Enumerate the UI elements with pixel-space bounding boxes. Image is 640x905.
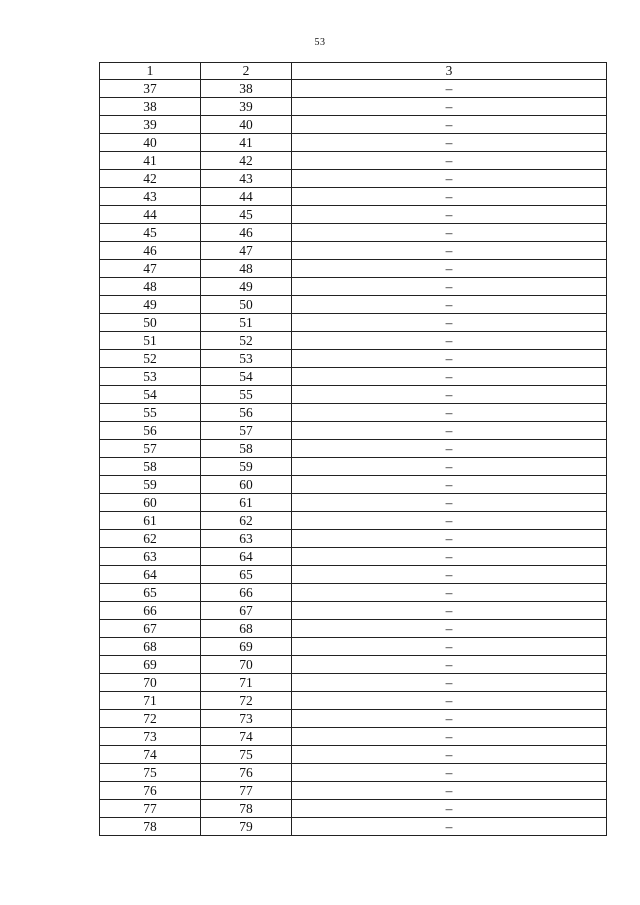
table-cell-col-2: 43 [201,170,292,188]
table-cell-col-2: 66 [201,584,292,602]
table-cell-col-1: 37 [100,80,201,98]
table-cell-col-2: 73 [201,710,292,728]
table-cell-col-3: – [292,368,607,386]
table-cell-col-1: 66 [100,602,201,620]
table-cell-col-2: 77 [201,782,292,800]
table-cell-col-3: – [292,656,607,674]
table-cell-col-3: – [292,764,607,782]
table-cell-col-2: 62 [201,512,292,530]
table-cell-col-1: 61 [100,512,201,530]
table-cell-col-1: 59 [100,476,201,494]
table-cell-col-1: 74 [100,746,201,764]
table-cell-col-3: – [292,152,607,170]
table-row [100,656,607,674]
table-row [100,476,607,494]
table-row [100,98,607,116]
table-cell-col-1: 47 [100,260,201,278]
table-row [100,530,607,548]
table-row [100,440,607,458]
table-cell-col-2: 75 [201,746,292,764]
table-cell-col-3: – [292,386,607,404]
table-cell-col-1: 38 [100,98,201,116]
table-cell-col-3: – [292,458,607,476]
table-row [100,512,607,530]
table-cell-col-1: 60 [100,494,201,512]
table-row [100,746,607,764]
table-cell-col-2: 72 [201,692,292,710]
table-cell-col-2: 50 [201,296,292,314]
table-row [100,260,607,278]
table-cell-col-2: 54 [201,368,292,386]
table-row [100,620,607,638]
table-cell-col-2: 48 [201,260,292,278]
table-cell-col-2: 76 [201,764,292,782]
table-cell-col-1: 71 [100,692,201,710]
table-cell-col-3: – [292,566,607,584]
table-cell-col-2: 70 [201,656,292,674]
table-cell-col-2: 79 [201,818,292,836]
table-cell-col-3: – [292,602,607,620]
table-cell-col-1: 65 [100,584,201,602]
table-cell-col-1: 49 [100,296,201,314]
table-cell-col-3: – [292,674,607,692]
data-table [99,62,607,836]
table-cell-col-1: 42 [100,170,201,188]
table-cell-col-2: 41 [201,134,292,152]
table-cell-col-1: 72 [100,710,201,728]
table-cell-col-3: – [292,728,607,746]
table-cell-col-3: – [292,800,607,818]
table-cell-col-1: 73 [100,728,201,746]
table-header-row [100,63,607,80]
table-cell-col-3: – [292,116,607,134]
table-cell-col-3: – [292,584,607,602]
table-cell-col-1: 53 [100,368,201,386]
table-cell-col-2: 57 [201,422,292,440]
table-cell-col-3: – [292,476,607,494]
table-row [100,674,607,692]
table-cell-col-3: – [292,224,607,242]
table-cell-col-3: – [292,98,607,116]
table-cell-col-1: 55 [100,404,201,422]
table-cell-col-2: 52 [201,332,292,350]
table-body [100,80,607,836]
table-row [100,782,607,800]
table-cell-col-2: 39 [201,98,292,116]
table-row [100,188,607,206]
table-row [100,764,607,782]
table-cell-col-2: 56 [201,404,292,422]
table-row [100,386,607,404]
table-cell-col-2: 53 [201,350,292,368]
table-cell-col-3: – [292,260,607,278]
table-row [100,242,607,260]
table-cell-col-2: 58 [201,440,292,458]
table-cell-col-2: 67 [201,602,292,620]
table-cell-col-1: 43 [100,188,201,206]
table-row [100,134,607,152]
table-cell-col-2: 42 [201,152,292,170]
table-cell-col-1: 63 [100,548,201,566]
table-cell-col-3: – [292,296,607,314]
table-cell-col-1: 39 [100,116,201,134]
table-cell-col-1: 67 [100,620,201,638]
column-header-2: 2 [201,63,292,80]
column-header-1: 1 [100,63,201,80]
table-cell-col-1: 44 [100,206,201,224]
table-cell-col-1: 64 [100,566,201,584]
table-cell-col-2: 40 [201,116,292,134]
table-cell-col-2: 68 [201,620,292,638]
table-cell-col-1: 75 [100,764,201,782]
table-cell-col-2: 46 [201,224,292,242]
table-cell-col-1: 54 [100,386,201,404]
table-cell-col-2: 65 [201,566,292,584]
table-cell-col-3: – [292,242,607,260]
table-row [100,404,607,422]
table-cell-col-3: – [292,278,607,296]
table-row [100,350,607,368]
table-cell-col-1: 51 [100,332,201,350]
table-cell-col-2: 45 [201,206,292,224]
table-cell-col-1: 69 [100,656,201,674]
table-row [100,368,607,386]
table-row [100,206,607,224]
table-row [100,638,607,656]
table-cell-col-1: 68 [100,638,201,656]
table-cell-col-3: – [292,512,607,530]
table-cell-col-3: – [292,782,607,800]
table-cell-col-1: 52 [100,350,201,368]
table-cell-col-2: 78 [201,800,292,818]
table-cell-col-1: 57 [100,440,201,458]
table-cell-col-2: 38 [201,80,292,98]
table-cell-col-2: 55 [201,386,292,404]
page-number: 53 [314,37,326,48]
table-cell-col-2: 44 [201,188,292,206]
table-row [100,116,607,134]
table-row [100,152,607,170]
table-cell-col-3: – [292,404,607,422]
table-cell-col-2: 71 [201,674,292,692]
table-row [100,566,607,584]
table-cell-col-3: – [292,548,607,566]
table-row [100,80,607,98]
table-cell-col-3: – [292,530,607,548]
table-row [100,818,607,836]
table-row [100,602,607,620]
table-cell-col-1: 48 [100,278,201,296]
table-row [100,692,607,710]
table-cell-col-3: – [292,206,607,224]
column-header-3: 3 [292,63,607,80]
table-cell-col-2: 74 [201,728,292,746]
table-row [100,170,607,188]
table-cell-col-1: 77 [100,800,201,818]
table-cell-col-2: 51 [201,314,292,332]
table-cell-col-3: – [292,638,607,656]
table-row [100,458,607,476]
table-cell-col-3: – [292,332,607,350]
table-row [100,332,607,350]
table-cell-col-3: – [292,350,607,368]
table-cell-col-3: – [292,314,607,332]
table-cell-col-3: – [292,710,607,728]
table-cell-col-3: – [292,170,607,188]
table-cell-col-1: 78 [100,818,201,836]
table-row [100,494,607,512]
table-cell-col-2: 60 [201,476,292,494]
table-cell-col-1: 41 [100,152,201,170]
table-cell-col-1: 58 [100,458,201,476]
table-row [100,728,607,746]
table-cell-col-3: – [292,692,607,710]
table-cell-col-1: 70 [100,674,201,692]
table-cell-col-2: 59 [201,458,292,476]
table-cell-col-2: 49 [201,278,292,296]
table-cell-col-3: – [292,188,607,206]
table-row [100,710,607,728]
table-cell-col-1: 56 [100,422,201,440]
table-cell-col-3: – [292,494,607,512]
table-cell-col-3: – [292,134,607,152]
table-cell-col-2: 63 [201,530,292,548]
table-cell-col-1: 62 [100,530,201,548]
table-cell-col-2: 64 [201,548,292,566]
table-row [100,224,607,242]
table-cell-col-2: 69 [201,638,292,656]
table-cell-col-3: – [292,818,607,836]
table-cell-col-2: 47 [201,242,292,260]
table-cell-col-1: 46 [100,242,201,260]
table-cell-col-3: – [292,746,607,764]
table-row [100,584,607,602]
table-cell-col-3: – [292,80,607,98]
table-row [100,278,607,296]
table-row [100,314,607,332]
table-row [100,548,607,566]
table-cell-col-3: – [292,440,607,458]
table-cell-col-3: – [292,422,607,440]
table-cell-col-1: 45 [100,224,201,242]
table-cell-col-1: 50 [100,314,201,332]
table-cell-col-1: 76 [100,782,201,800]
table-cell-col-1: 40 [100,134,201,152]
table-row [100,800,607,818]
table-cell-col-3: – [292,620,607,638]
table-row [100,296,607,314]
table-cell-col-2: 61 [201,494,292,512]
table-row [100,422,607,440]
